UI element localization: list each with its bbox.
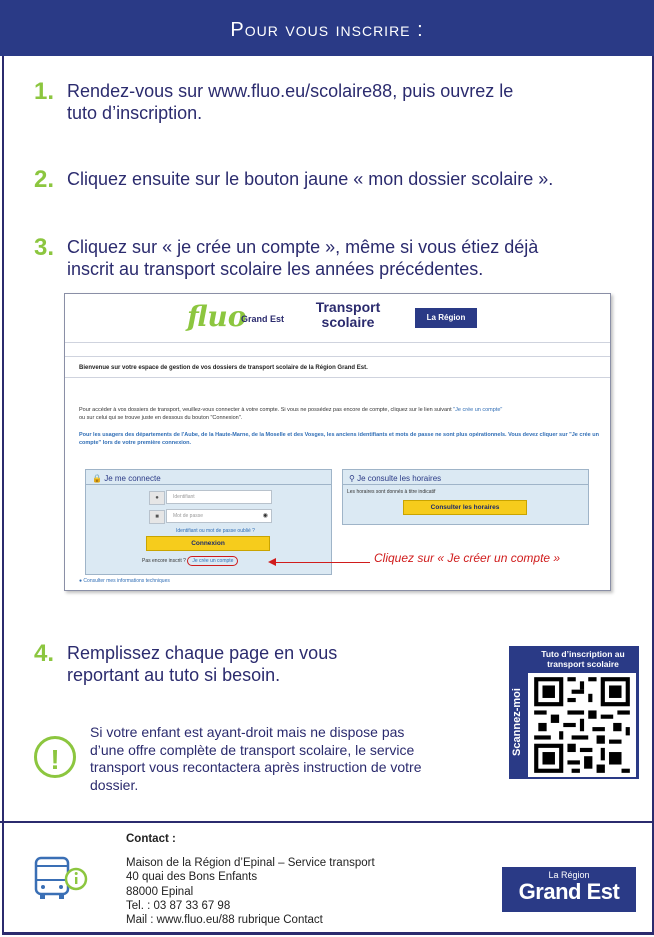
schedule-button[interactable]: Consulter les horaires: [403, 500, 527, 515]
contact-line: Maison de la Région d’Epinal – Service transport: [126, 857, 375, 870]
step-text: Cliquez ensuite sur le bouton jaune « mon dossier scolaire ».: [67, 169, 554, 189]
info-icon: ●: [79, 578, 83, 584]
callout-text: Cliquez sur « Je créer un compte »: [374, 551, 561, 565]
logo-line1: La Région: [548, 870, 590, 880]
transport-title-line: Transport: [315, 299, 381, 315]
logo-line2: Grand Est: [518, 879, 620, 904]
user-icon: ●: [149, 491, 165, 505]
step-text-line: reportant au tuto si besoin.: [67, 665, 281, 685]
region-logo: La Région Grand Est: [415, 308, 477, 328]
contact-line: 40 quai des Bons Enfants: [126, 871, 258, 884]
login-panel: [85, 469, 332, 575]
footer-divider: [0, 821, 654, 823]
scan-label: Scannez-moi: [511, 688, 523, 756]
identifiant-input[interactable]: [155, 490, 272, 504]
qr-code-block: [509, 646, 639, 779]
technical-info-text: Consulter mes informations techniques: [83, 578, 170, 584]
contact-title: Contact :: [126, 833, 176, 845]
step-text: [67, 642, 337, 686]
divider: [65, 377, 610, 378]
header-bar: [0, 0, 654, 56]
not-registered-text: Pas encore inscrit ?: [142, 558, 186, 564]
welcome-text: Bienvenue sur votre espace de gestion de vos dossiers de transport scolaire de la Région Grand Est.: [79, 365, 368, 371]
lock-icon: 🔒: [92, 474, 102, 483]
step-text-line: inscrit au transport scolaire les années précédentes.: [67, 259, 484, 279]
notice-paragraph: Pour les usagers des départements de l'Aube, de la Haute-Marne, de la Moselle et des Vosges, les anciens identifiants et mots de passe ne sont plus opérationnels. Vous devez cliquer sur "Je crée un compte" lors de votre première connexion.: [79, 432, 599, 446]
contact-block: [126, 832, 375, 927]
schedule-panel: [342, 469, 589, 525]
contact-phone: Tel. : 03 87 33 67 98: [126, 899, 231, 912]
fluo-logo: fluo: [187, 300, 247, 333]
intro-text: Pour accéder à vos dossiers de transport, veuillez-vous connecter à votre compte. Si vous ne possédez pas encore de compte, cliquez sur le lien suivant: [79, 407, 452, 413]
info-note: Si votre enfant est ayant-droit mais ne dispose pas d’une offre complète de transport scolaire, le service transport vous recontactera après instruction de votre dossier.: [90, 724, 422, 793]
step-number: 1.: [34, 78, 55, 105]
step-4: [34, 642, 337, 686]
schedule-note: Les horaires sont donnés à titre indicatif: [347, 489, 436, 495]
website-screenshot: [64, 293, 611, 591]
transport-title-line: scolaire: [321, 314, 375, 330]
panel-divider: [86, 484, 331, 485]
qr-title: Tuto d’inscription au transport scolaire: [541, 649, 625, 669]
contact-line: 88000 Epinal: [126, 885, 194, 898]
not-registered-row: [142, 558, 238, 564]
forgot-password-link[interactable]: Identifiant ou mot de passe oublié ?: [176, 528, 255, 534]
identifiant-placeholder: Identifiant: [173, 494, 195, 500]
step-2: [34, 168, 553, 191]
lock-icon: ■: [149, 510, 165, 524]
contact-mail: Mail : www.fluo.eu/88 rubrique Contact: [126, 914, 323, 927]
step-text-line: Remplissez chaque page en vous: [67, 643, 338, 663]
create-account-link[interactable]: Je crée un compte: [187, 556, 238, 566]
step-number: 3.: [34, 234, 55, 261]
connexion-button[interactable]: Connexion: [146, 536, 270, 551]
login-panel-title: [92, 474, 161, 483]
bus-info-icon: [30, 852, 90, 902]
search-icon: ⚲: [349, 474, 355, 483]
step-text-line: Rendez-vous sur www.fluo.eu/scolaire88, puis ouvrez le: [67, 81, 514, 101]
step-number: 2.: [34, 166, 55, 193]
step-1: [34, 80, 513, 124]
schedule-panel-title: [349, 474, 441, 483]
callout-arrow: [270, 562, 370, 563]
step-text-line: tuto d’inscription.: [67, 103, 203, 123]
qr-code[interactable]: [528, 673, 636, 777]
password-placeholder: Mot de passe: [173, 513, 204, 519]
step-text: [67, 80, 513, 124]
panel-divider: [343, 484, 588, 485]
transport-scolaire-title: [303, 300, 393, 330]
header-title: Pour vous inscrire :: [230, 19, 424, 41]
password-input[interactable]: [155, 509, 272, 523]
step-number: 4.: [34, 640, 55, 667]
divider: [65, 356, 610, 357]
technical-info-link[interactable]: [79, 578, 170, 584]
eye-icon[interactable]: ◉: [262, 513, 268, 519]
login-panel-title-text: Je me connecte: [104, 474, 161, 483]
region-grand-est-logo: [502, 867, 636, 912]
intro-text: ou sur celui qui se trouve juste en dessous du bouton "Connexion".: [79, 415, 243, 421]
step-text: [67, 236, 538, 280]
fluo-grandest-label: Grand Est: [241, 314, 285, 324]
intro-create-account-link[interactable]: "Je crée un compte": [453, 407, 503, 413]
step-text-line: Cliquez sur « je crée un compte », même si vous étiez déjà: [67, 237, 539, 257]
exclamation-icon: !: [34, 736, 76, 778]
intro-paragraph: [79, 406, 599, 422]
schedule-panel-title-text: Je consulte les horaires: [357, 474, 442, 483]
step-3: [34, 236, 538, 280]
divider: [65, 342, 610, 343]
